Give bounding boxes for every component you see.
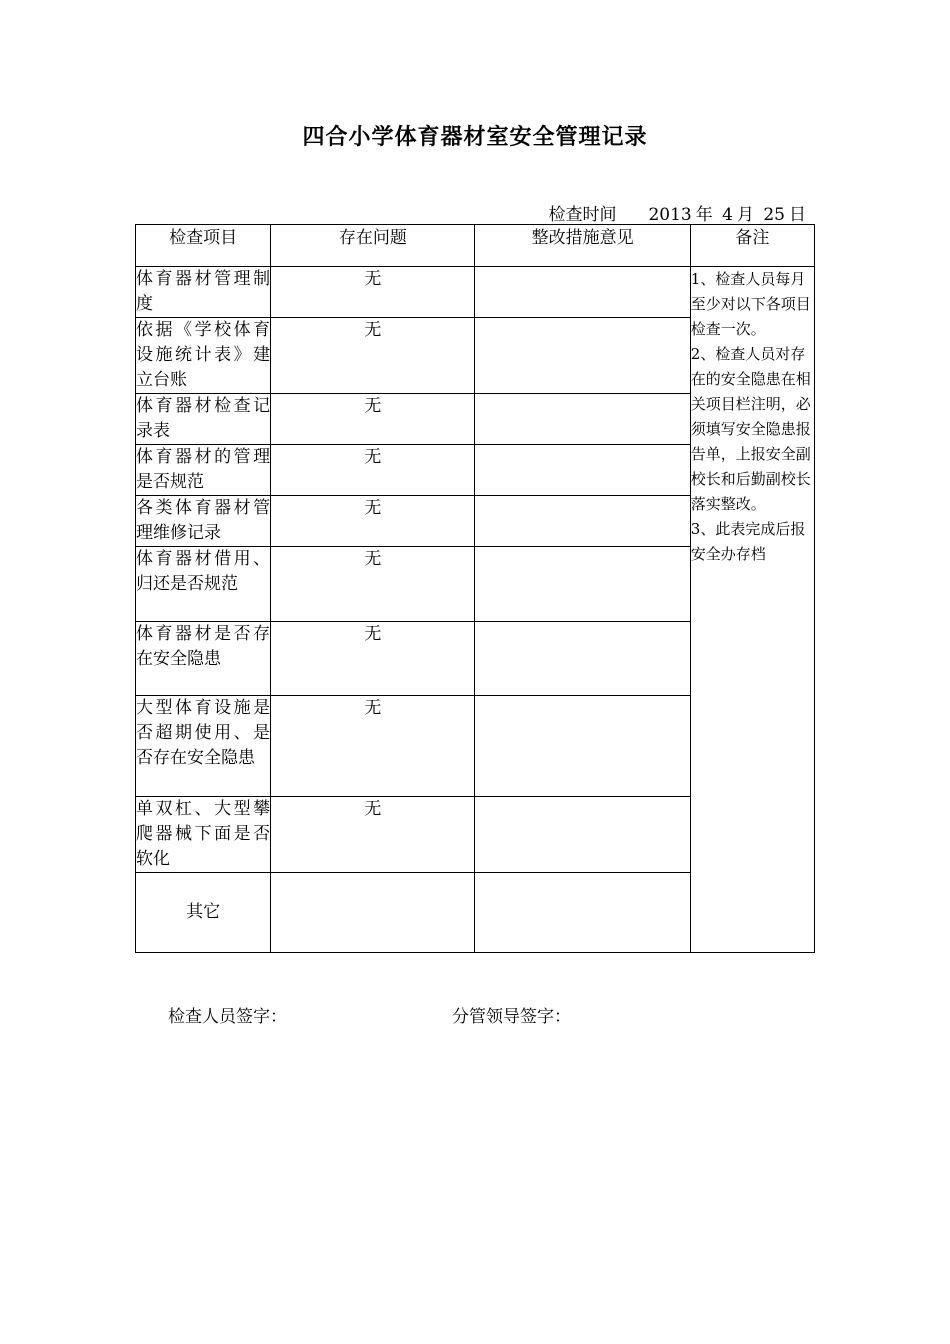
header-note: 备注	[690, 225, 814, 267]
row-item: 体育器材检查记录表	[136, 394, 271, 445]
note-3: 3、此表完成后报安全办存档	[690, 520, 806, 563]
leader-signature-label: 分管领导签字：	[452, 1007, 571, 1027]
document-title: 四合小学体育器材室安全管理记录	[302, 125, 648, 150]
row-measure	[475, 267, 690, 318]
inspection-month: 4	[722, 205, 733, 225]
table-row	[136, 267, 815, 318]
row-measure	[475, 873, 690, 953]
row-item: 体育器材的管理是否规范	[136, 445, 271, 496]
table-header-row	[136, 225, 815, 267]
row-issue: 无	[271, 318, 475, 394]
row-measure	[475, 622, 690, 696]
notes-cell	[690, 267, 814, 953]
row-issue: 无	[271, 622, 475, 696]
inspection-time	[544, 200, 806, 225]
row-issue: 无	[271, 445, 475, 496]
row-measure	[475, 696, 690, 797]
row-issue: 无	[271, 696, 475, 797]
row-item: 各类体育器材管理维修记录	[136, 496, 271, 547]
header-measure: 整改措施意见	[475, 225, 690, 267]
header-issue: 存在问题	[271, 225, 475, 267]
row-item: 其它	[136, 873, 271, 953]
year-unit: 年	[695, 205, 713, 225]
day-unit: 日	[789, 205, 806, 225]
row-item: 体育器材借用、归还是否规范	[136, 547, 271, 622]
row-measure	[475, 797, 690, 873]
row-issue: 无	[271, 797, 475, 873]
row-item: 体育器材是否存在安全隐患	[136, 622, 271, 696]
note-2: 2、检查人员对存在的安全隐患在相关项目栏注明，必须填写安全隐患报告单，上报安全副校长和后勤副校长落实整改。	[690, 345, 811, 513]
note-1: 1、检查人员每月至少对以下各项目检查一次。	[690, 270, 811, 338]
row-measure	[475, 496, 690, 547]
row-item: 依据《学校体育设施统计表》建立台账	[136, 318, 271, 394]
inspection-day: 25	[763, 205, 785, 225]
header-item: 检查项目	[136, 225, 271, 267]
inspection-table	[135, 224, 815, 953]
row-issue: 无	[271, 496, 475, 547]
row-measure	[475, 394, 690, 445]
inspector-signature-label: 检查人员签字：	[168, 1007, 287, 1027]
row-measure	[475, 445, 690, 496]
row-item: 大型体育设施是否超期使用、是否存在安全隐患	[136, 696, 271, 797]
row-item: 体育器材管理制度	[136, 267, 271, 318]
row-measure	[475, 318, 690, 394]
row-issue: 无	[271, 267, 475, 318]
row-issue: 无	[271, 547, 475, 622]
inspection-year: 2013	[648, 205, 692, 225]
row-issue	[271, 873, 475, 953]
row-measure	[475, 547, 690, 622]
row-issue: 无	[271, 394, 475, 445]
month-unit: 月	[736, 205, 754, 225]
inspection-time-label: 检查时间	[548, 205, 617, 225]
row-item: 单双杠、大型攀爬器械下面是否软化	[136, 797, 271, 873]
